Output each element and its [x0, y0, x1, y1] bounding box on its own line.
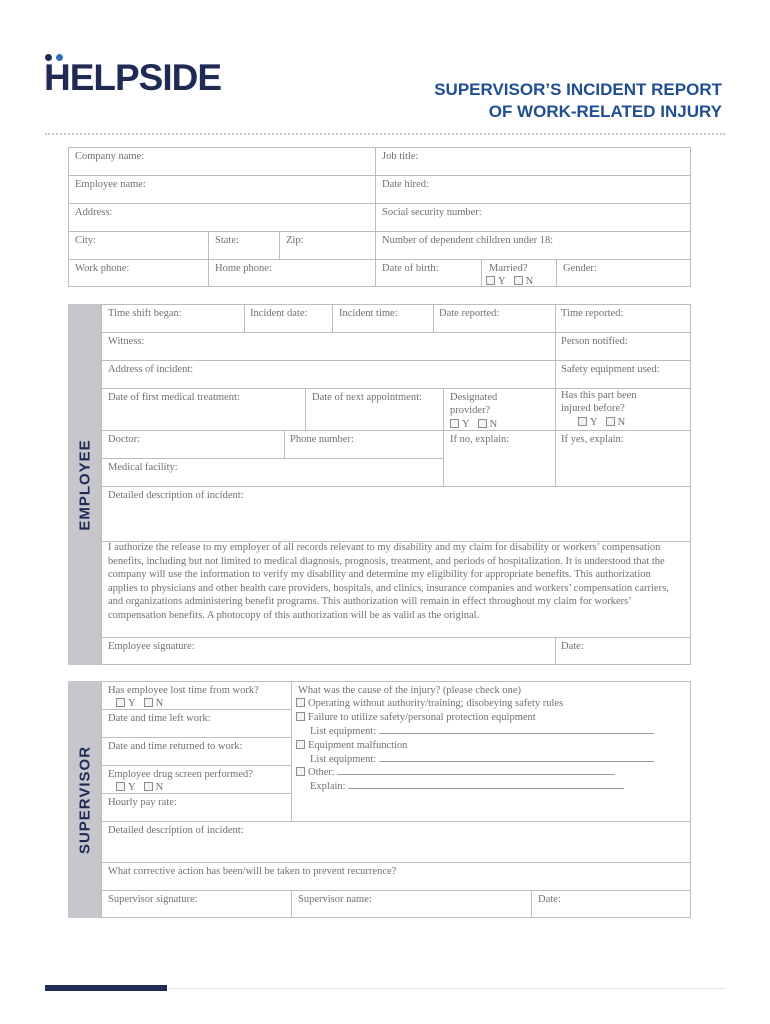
safety-equipment-field[interactable]: Safety equipment used: [561, 364, 660, 375]
witness-field[interactable]: Witness: [108, 336, 145, 347]
cause-option-4[interactable]: Other: [296, 766, 615, 779]
incident-time-field[interactable]: Incident time: [339, 308, 398, 319]
corrective-action-field[interactable]: What corrective action has been/will be taken to prevent recurrence? [108, 866, 397, 877]
employee-section-label [68, 304, 101, 665]
provider-no-checkbox[interactable] [478, 419, 487, 428]
list-equipment-line-2[interactable]: List equipment: [310, 753, 654, 766]
date-of-birth-field[interactable]: Date of birth: [382, 263, 439, 274]
married-no-checkbox[interactable] [514, 276, 523, 285]
job-title-field[interactable]: Job title: [382, 151, 419, 162]
cause-4-checkbox[interactable] [296, 767, 305, 776]
header-divider [45, 133, 725, 135]
logo-text: HELPSIDE [44, 57, 222, 98]
title-line-1: SUPERVISOR’S INCIDENT REPORT [434, 80, 722, 99]
doctor-field[interactable]: Doctor: [108, 434, 141, 445]
provider-yes-checkbox[interactable] [450, 419, 459, 428]
cause-question: What was the cause of the injury? (please check one) [298, 685, 522, 696]
part-injured-no-checkbox[interactable] [606, 417, 615, 426]
zip-field[interactable]: Zip: [286, 235, 304, 246]
cause-3-checkbox[interactable] [296, 740, 305, 749]
home-phone-field[interactable]: Home phone: [215, 263, 272, 274]
work-phone-field[interactable]: Work phone: [75, 263, 130, 274]
date-returned-field[interactable]: Date and time returned to work: [108, 741, 243, 752]
part-injured-label: Has this part been injured before? [561, 390, 637, 414]
designated-provider-options: Y N [450, 418, 497, 431]
date-reported-field[interactable]: Date reported: [439, 308, 500, 319]
address-field[interactable]: Address: [75, 207, 113, 218]
ssn-field[interactable]: Social security number: [382, 207, 482, 218]
employee-name-field[interactable]: Employee name: [75, 179, 146, 190]
cause-option-2[interactable]: Failure to utilize safety/personal protection equipment [296, 711, 536, 724]
city-field[interactable]: City: [75, 235, 97, 246]
explain-line[interactable]: Explain: [310, 780, 624, 793]
if-yes-explain-field[interactable]: If yes, explain: [561, 434, 624, 445]
helpside-logo [44, 54, 244, 98]
date-left-work-field[interactable]: Date and time left work: [108, 713, 211, 724]
company-name-field[interactable]: Company name: [75, 151, 145, 162]
employee-description-field[interactable]: Detailed description of incident: [108, 490, 244, 501]
dependents-field[interactable]: Number of dependent children under 18: [382, 235, 554, 246]
lost-time-yes-checkbox[interactable] [116, 698, 125, 707]
drug-screen-options: Y N [116, 781, 163, 794]
gender-field[interactable]: Gender: [563, 263, 597, 274]
drug-screen-yes-checkbox[interactable] [116, 782, 125, 791]
part-injured-yes-checkbox[interactable] [578, 417, 587, 426]
time-shift-began-field[interactable]: Time shift began: [108, 308, 182, 319]
lost-time-label: Has employee lost time from work? [108, 685, 259, 696]
married-options: Y N [486, 275, 533, 288]
incident-date-field[interactable]: Incident date: [250, 308, 308, 319]
lost-time-no-checkbox[interactable] [144, 698, 153, 707]
part-injured-options: Y N [578, 416, 625, 429]
supervisor-label-text: SUPERVISOR [76, 745, 93, 854]
supervisor-section-table [101, 681, 691, 918]
first-treatment-field[interactable]: Date of first medical treatment: [108, 392, 240, 403]
supervisor-signature-field[interactable]: Supervisor signature: [108, 894, 198, 905]
title-line-2: OF WORK-RELATED INJURY [488, 102, 722, 121]
authorization-text: I authorize the release to my employer of all records relevant to my disability and my claim for disability or workers’ compensation benefits, including but not limited to medical diagnosis, prognosis, treatment, and periods of hospitalization. It is understood that the company will use the information to verify my disability and determine my eligibility for appropriate benefits. This authorization applies to physicians and other health care providers, hospitals, and clinics, insurance companies and workers’ compensation carriers, and organizations administering benefit programs. This authorization will remain in effect throughout my claim for workers’ compensation benefits. A photocopy of this authorization will be as valid as the original. [108, 542, 669, 621]
married-label: Married? [489, 263, 528, 274]
phone-number-field[interactable]: Phone number: [290, 434, 354, 445]
employee-date-field[interactable]: Date: [561, 641, 584, 652]
if-no-explain-field[interactable]: If no, explain: [450, 434, 510, 445]
employee-signature-field[interactable]: Employee signature: [108, 641, 195, 652]
cause-2-checkbox[interactable] [296, 712, 305, 721]
lost-time-options: Y N [116, 697, 163, 710]
incident-address-field[interactable]: Address of incident: [108, 364, 194, 375]
cause-1-checkbox[interactable] [296, 698, 305, 707]
married-yes-checkbox[interactable] [486, 276, 495, 285]
general-info-table [68, 147, 691, 287]
drug-screen-label: Employee drug screen performed? [108, 769, 253, 780]
supervisor-description-field[interactable]: Detailed description of incident: [108, 825, 244, 836]
person-notified-field[interactable]: Person notified: [561, 336, 628, 347]
medical-facility-field[interactable]: Medical facility: [108, 462, 178, 473]
drug-screen-no-checkbox[interactable] [144, 782, 153, 791]
document-title [434, 79, 722, 123]
cause-option-3[interactable]: Equipment malfunction [296, 739, 407, 752]
date-hired-field[interactable]: Date hired: [382, 179, 429, 190]
cause-option-1[interactable]: Operating without authority/training; disobeying safety rules [296, 697, 563, 710]
supervisor-name-field[interactable]: Supervisor name: [298, 894, 372, 905]
next-appointment-field[interactable]: Date of next appointment: [312, 392, 422, 403]
supervisor-section-label [68, 681, 101, 918]
list-equipment-line-1[interactable]: List equipment: [310, 725, 654, 738]
designated-provider-label: Designated provider? [450, 392, 498, 416]
state-field[interactable]: State: [215, 235, 239, 246]
employee-label-text: EMPLOYEE [76, 438, 93, 531]
footer-accent-bar [45, 985, 167, 991]
time-reported-field[interactable]: Time reported: [561, 308, 624, 319]
hourly-rate-field[interactable]: Hourly pay rate: [108, 797, 177, 808]
supervisor-date-field[interactable]: Date: [538, 894, 561, 905]
